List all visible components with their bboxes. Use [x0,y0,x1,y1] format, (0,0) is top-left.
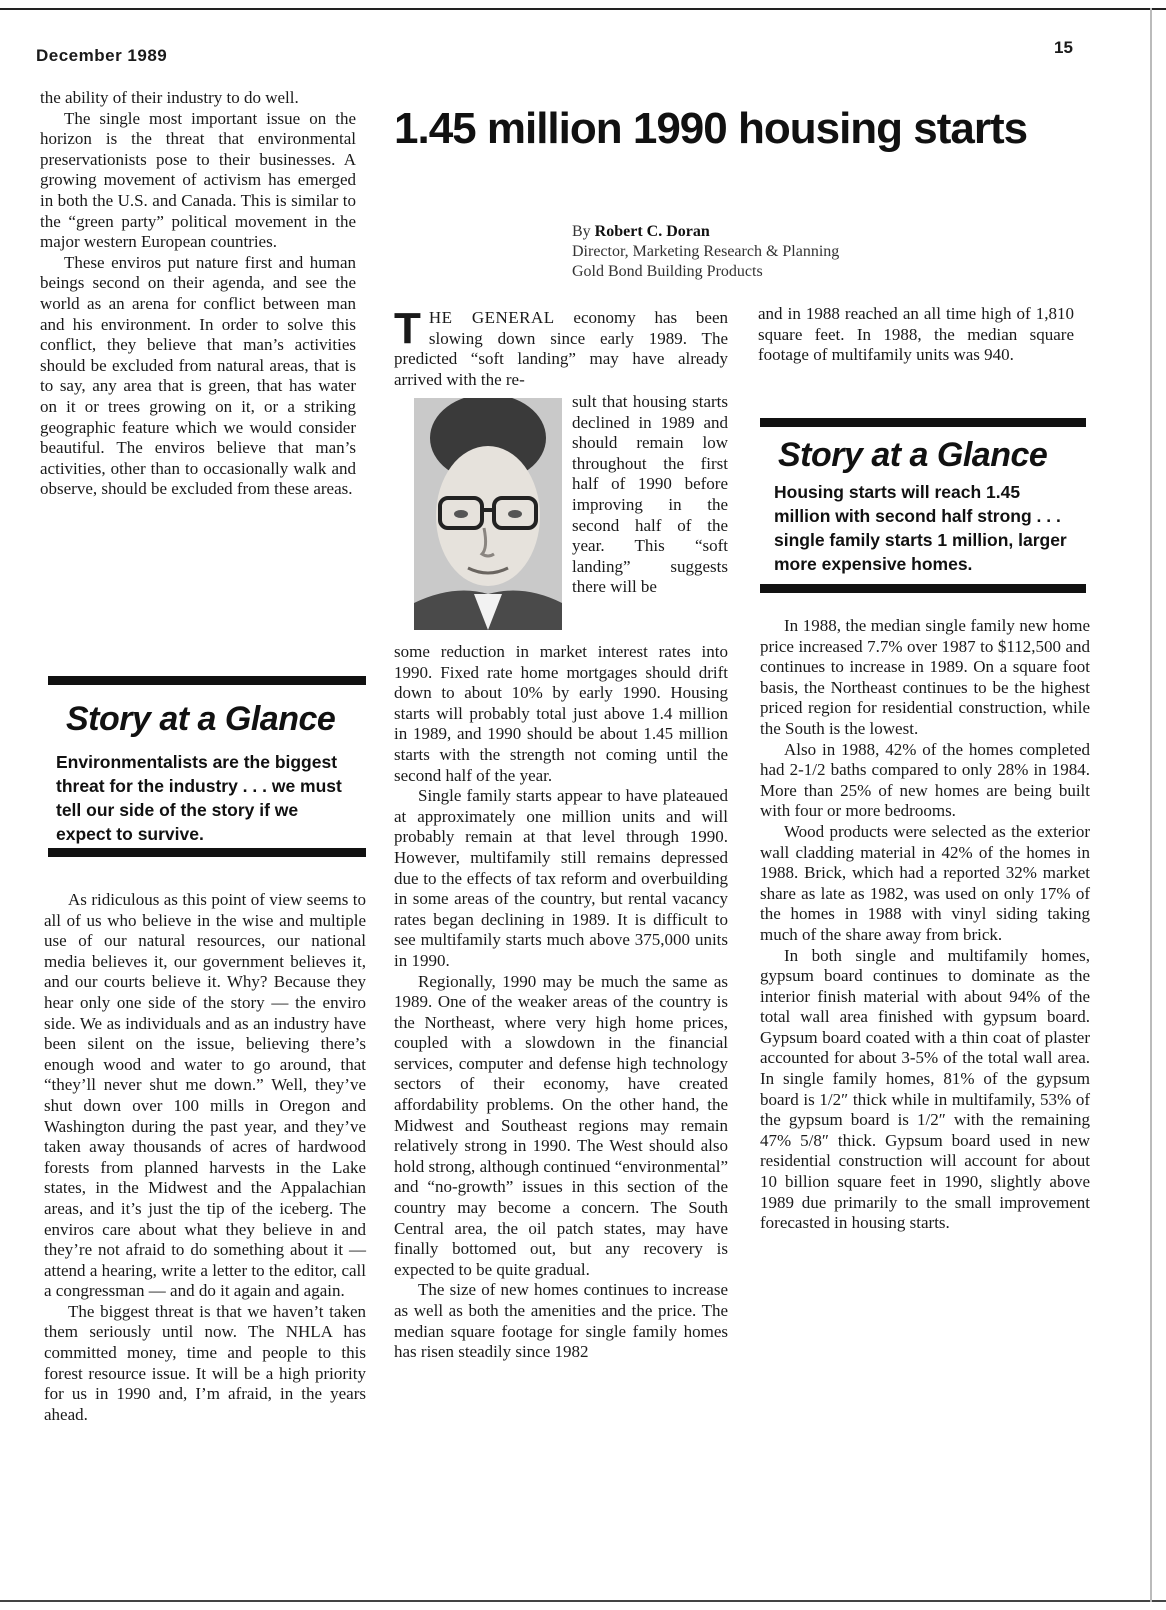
article-column-2 [394,642,728,1363]
article-paragraph: Wood products were selected as the exterior wall cladding material in 42% of the homes in 1988. Brick, which had a reported 32% market share as late as 1982, was used on only 17% of the homes in 1988 with vinyl siding taking much of the share away from brick. [760,821,1090,944]
glance-title: Story at a Glance [66,700,336,738]
article-paragraph: Single family starts appear to have plateaued at approximately one million units and will probably remain at that level through 1990. However, multifamily still remains depressed due to the effects of tax reform and overbuilding in some areas of the country, but rental vacancy rates began declining in 1989. It is difficult to see multifamily starts much above 375,000 units in 1990. [394,786,728,970]
story-at-a-glance [760,418,1086,598]
article-paragraph: Regionally, 1990 may be much the same as 1989. One of the weaker areas of the country is the Northeast, where very high home prices, coupled with a slowdown in the financial services, computer and defense high technology sectors of their economy, have created affordability problems. On the other hand, the Midwest and Southeast regions may remain relatively strong in 1990. The West should also hold strong, although continued “environmental” and “no-growth” issues in this section of the country may become a concern. The South Central area, the oil patch states, may have finally bottomed out, but any recovery is expected to be quite gradual. [394,971,728,1279]
author-title: Director, Marketing Research & Planning [572,243,840,260]
byline-by: By [572,223,591,240]
lead-caps: HE GENERAL [428,308,555,327]
glance-rule-bottom [48,848,366,857]
left-paragraph: These enviros put nature first and human beings second on their agenda, and see the world as an arena for conflict between man and his environment. In order to solve this conflict, they believe that man’s activities should be excluded from natural areas, that is to say, any area that is green, that has water on it or trees growing on it, or a striking geographic feature which we would consider beautiful. The enviros believe that man’s activities, other than to occasionally walk and observe, should be excluded from these areas. [40,252,356,499]
article-paragraph: In 1988, the median single family new home price increased 7.7% over 1987 to $112,500 and continues to increase in 1989. On a square foot basis, the Northeast continues to be the highest priced region for residential construction, while the South is the lowest. [760,616,1090,738]
page-right-edge [1150,8,1152,1602]
author-portrait-image [414,398,562,630]
page-bottom-edge [0,1600,1166,1602]
article-paragraph: and in 1988 reached an all time high of 1,810 square feet. In 1988, the median square footage of multifamily units was 940. [758,304,1074,365]
author-name: Robert C. Doran [594,223,710,240]
issue-date: December 1989 [36,46,168,65]
glance-rule-bottom [760,584,1086,593]
byline [572,222,952,282]
glance-rule-top [760,418,1086,427]
left-article-bottom [44,890,366,1425]
lead-text: economy has been slowing down since early 1989. The predicted “soft landing” may have already arrived with the re- [394,308,728,389]
left-paragraph: As ridiculous as this point of view seems to all of us who believe in the wise and multiple use of our natural resources, our national media believes it, our government believes it, and our courts believe it. Why? Because they hear only one side of the story — the enviro side. We as individuals and as an industry have been silent on the issue, believing there’s enough wood and water to go around, that “they’ll never shut me down.” Well, they’ve shut down over 100 mills in Oregon and Washington during the past year, and they’ve taken away thousands of acres of hardwood forests from planned harvests in the Lake states, in the Midwest and the Appalachian areas, and it’s just the tip of the iceberg. The enviros care about what they believe in and they’re not afraid to do something about it — attend a hearing, write a letter to the editor, call a congressman — and do it again and again. [44,890,366,1301]
left-paragraph: The single most important issue on the horizon is the threat that environmental preservationists pose to their businesses. A growing movement of activism has emerged in both the U.S. and Canada. This is similar to the “green party” political movement in the major western European countries. [40,108,356,252]
author-company: Gold Bond Building Products [572,263,763,280]
author-photo [414,398,562,630]
article-lead [394,304,728,390]
left-paragraph: the ability of their industry to do well. [40,88,299,107]
left-story-at-a-glance [48,676,366,858]
glance-summary: Environmentalists are the biggest threat for the industry . . . we must tell our side of the story if we expect to survive. [56,752,342,844]
article-paragraph: In both single and multifamily homes, gypsum board continues to dominate as the interior finish material with about 94% of the total wall area finished with gypsum board. Gypsum board coated with a thin coat of plaster accounted for about 3-5% of the total wall area. In single family homes, 81% of the gypsum board is 1/2″ thick while in multifamily, 53% of the gypsum board is 1/2″ with the remaining 47% 5/8″ thick. Gypsum board used in new residential construction will account for about 10 billion square feet in 1990, slightly above 1989 due primarily to the small improvement forecasted in housing starts. [760,945,1090,1233]
drop-cap: T [394,304,421,353]
article-column-3-top [758,304,1074,366]
glance-summary: Housing starts will reach 1.45 million with second half strong . . . single family starts 1 million, larger more expensive homes. [774,482,1067,574]
page-number: 15 [1054,38,1073,57]
glance-title: Story at a Glance [778,436,1048,474]
left-article-top [40,88,356,500]
article-paragraph: The size of new homes continues to increase as well as both the amenities and the price. The median square footage for single family homes has risen steadily since 1982 [394,1280,728,1362]
page-top-edge [0,8,1166,10]
article-column-3 [760,616,1090,1234]
article-headline: 1.45 million 1990 housing starts [394,104,1028,153]
glance-rule-top [48,676,366,685]
photo-wrap-text: sult that housing starts declined in 1989 and should remain low throughout the first half of 1990 before improving in the second half of the year. This “soft landing” suggests there will be [572,392,728,597]
article-paragraph: some reduction in market interest rates into 1990. Fixed rate home mortgages should drift down to about 10% by early 1990. Housing starts will probably total just above 1.4 million in 1989, and 1990 should be about 1.45 million starts with the strength not coming until the second half of the year. [394,642,728,785]
article-paragraph: Also in 1988, 42% of the homes completed had 2-1/2 baths compared to only 28% in 1984. More than 25% of new homes are being built with four or more bedrooms. [760,739,1090,821]
left-paragraph: The biggest threat is that we haven’t taken them seriously until now. The NHLA has committed money, time and people to this forest resource issue. It will be a high priority for us in 1990 and, I’m afraid, in the years ahead. [44,1301,366,1424]
